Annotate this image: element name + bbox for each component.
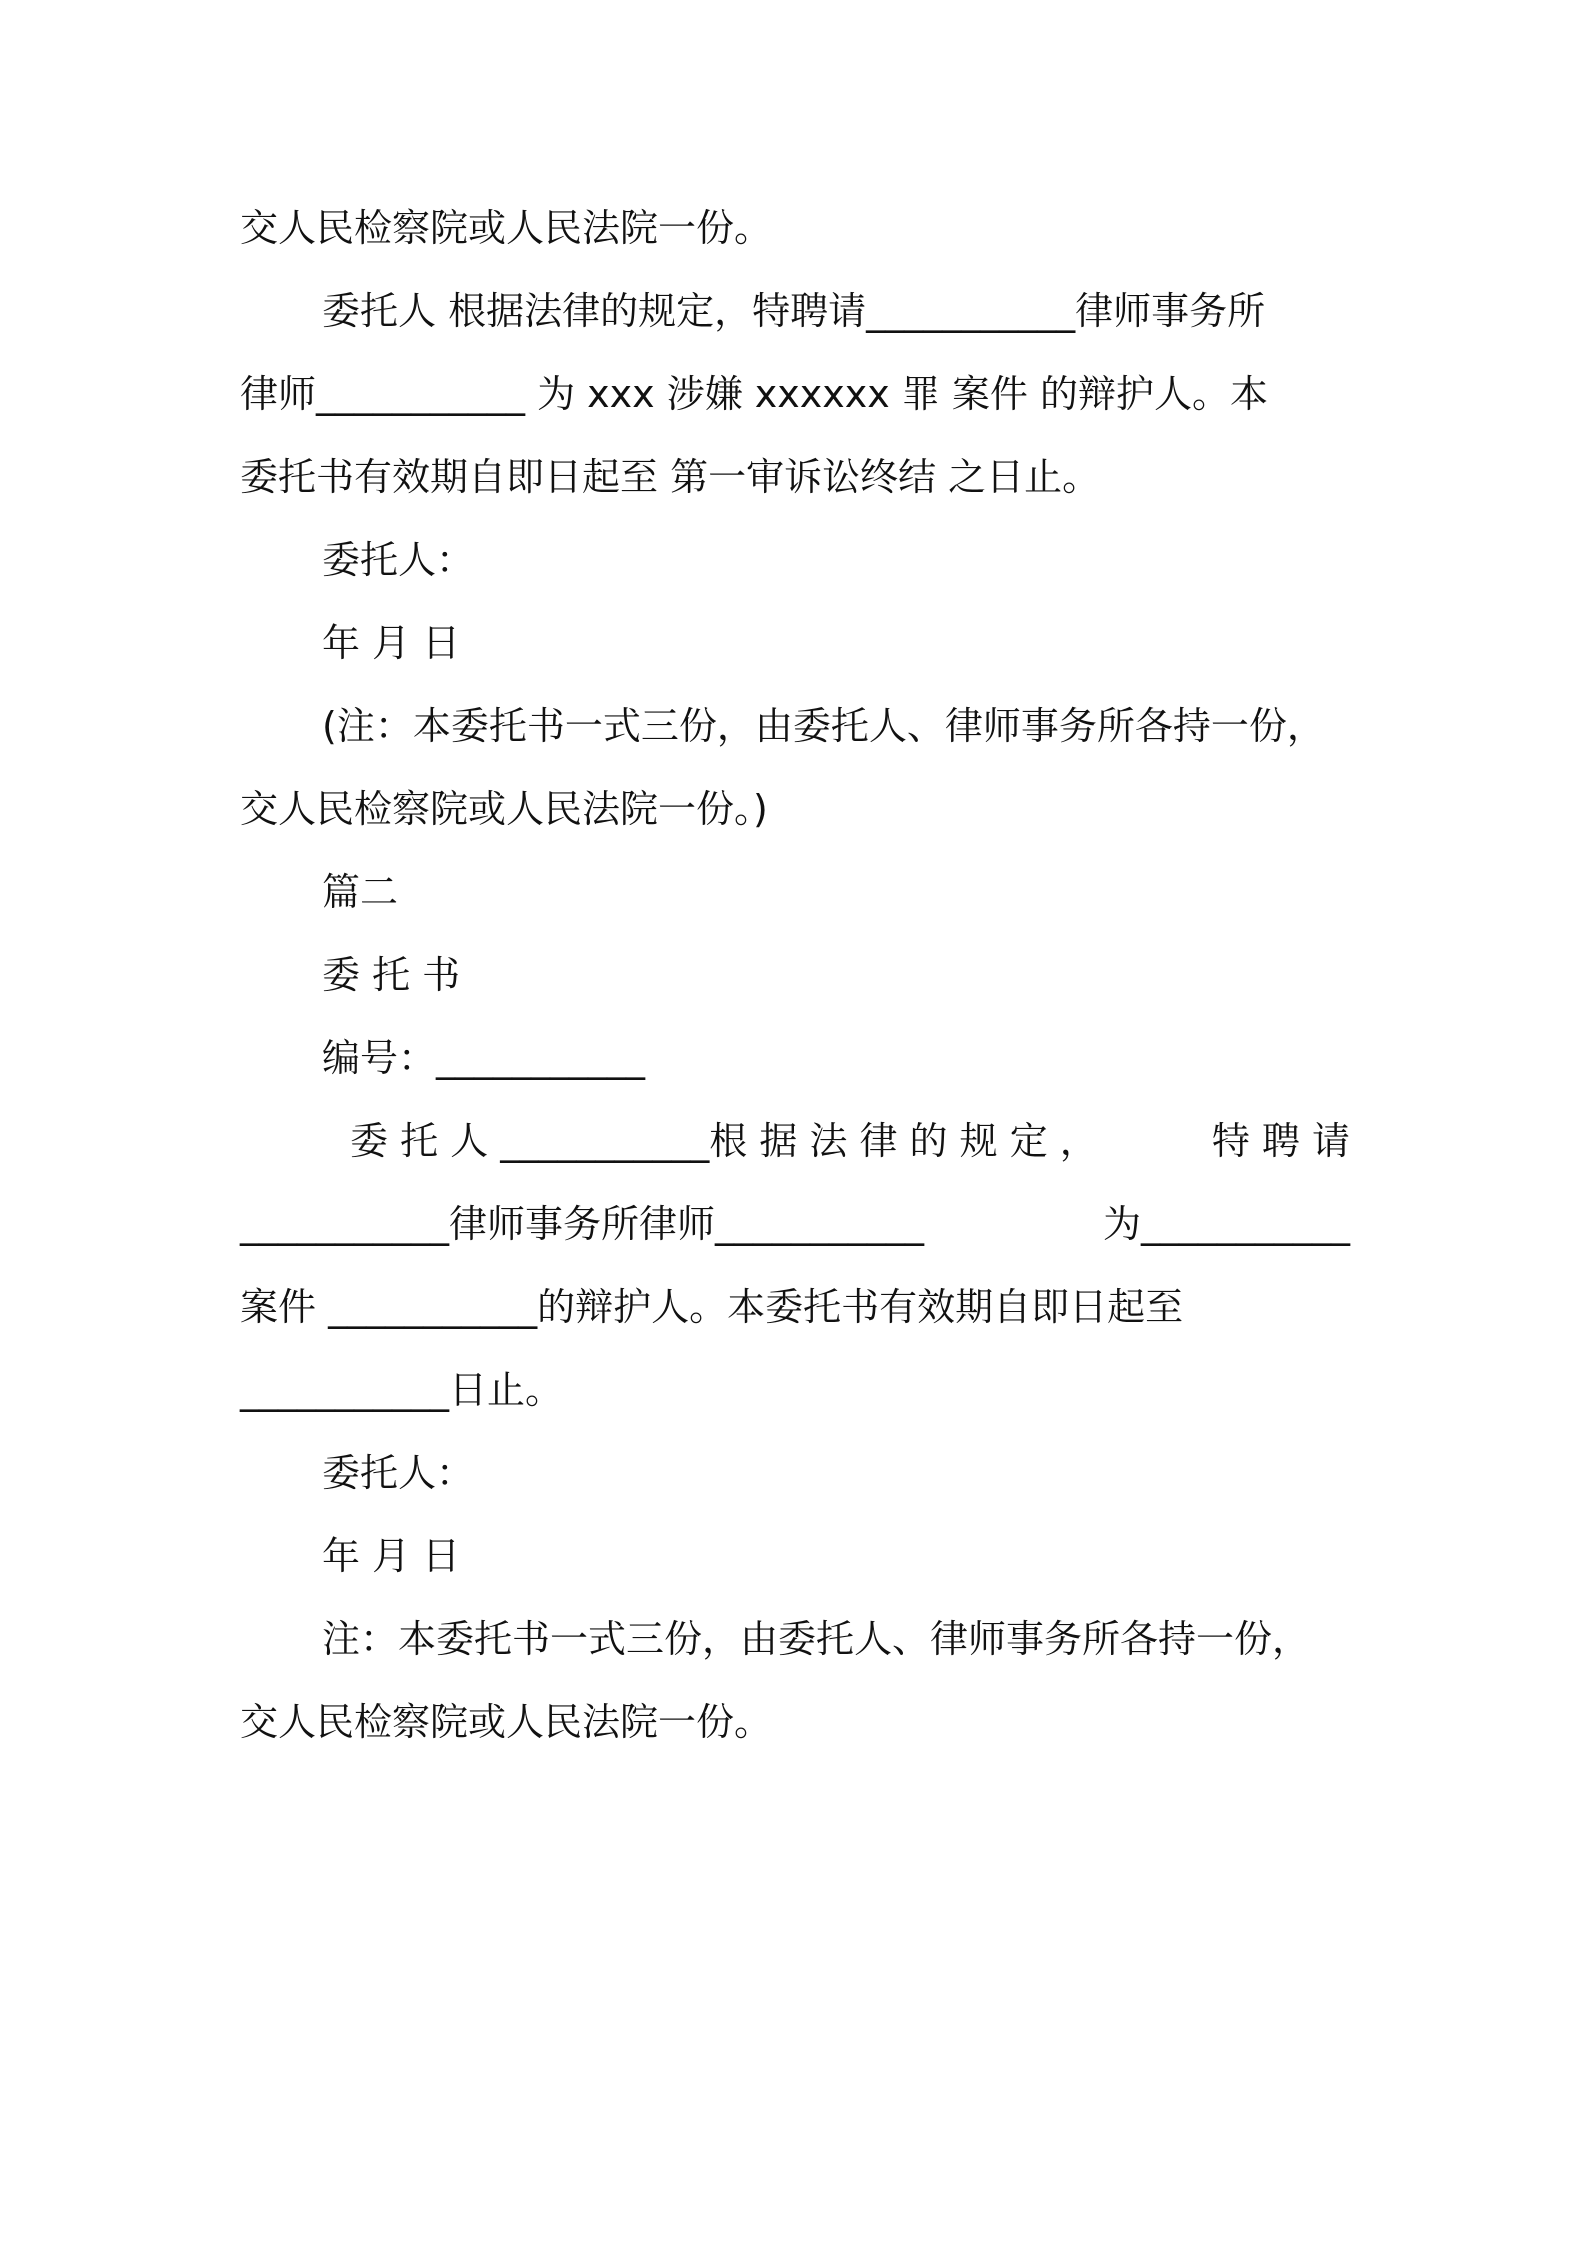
section-heading: 篇二 bbox=[322, 870, 399, 914]
paragraph-line: ___________日止。 bbox=[240, 1368, 564, 1412]
note-line: 交人民检察院或人民法院一份。) bbox=[240, 787, 768, 831]
text-segment: 为___________ bbox=[1102, 1202, 1350, 1246]
date-line: 年 月 日 bbox=[322, 1534, 461, 1578]
signer-label: 委托人： bbox=[322, 1451, 475, 1495]
number-field-line: 编号：___________ bbox=[322, 1036, 646, 1080]
signer-label: 委托人： bbox=[322, 538, 475, 582]
document-title: 委 托 书 bbox=[322, 953, 461, 997]
note-line: 交人民检察院或人民法院一份。 bbox=[240, 1700, 773, 1744]
text-line: 委托人 根据法律的规定，特聘请___________律师事务所 bbox=[322, 289, 1266, 333]
text-segment: 委 托 人 ___________根 据 法 律 的 规 定 ， bbox=[350, 1119, 1098, 1163]
text-segment: 特 聘 请 bbox=[1211, 1119, 1350, 1163]
date-line: 年 月 日 bbox=[322, 621, 461, 665]
text-segment: ___________律师事务所律师___________ bbox=[240, 1202, 925, 1246]
note-line: (注：本委托书一式三份，由委托人、律师事务所各持一份， bbox=[322, 704, 1325, 748]
paragraph-line bbox=[350, 1116, 1350, 1166]
text-line: 交人民检察院或人民法院一份。 bbox=[240, 206, 773, 250]
paragraph-line: 案件 ___________的辩护人。本委托书有效期自即日起至 bbox=[240, 1285, 1184, 1329]
paragraph-line bbox=[240, 1199, 1350, 1249]
text-line: 委托书有效期自即日起至 第一审诉讼终结 之日止。 bbox=[240, 455, 1101, 499]
note-line: 注：本委托书一式三份，由委托人、律师事务所各持一份， bbox=[322, 1617, 1311, 1661]
text-line: 律师___________ 为 xxx 涉嫌 xxxxxx 罪 案件 的辩护人。本 bbox=[240, 372, 1268, 416]
